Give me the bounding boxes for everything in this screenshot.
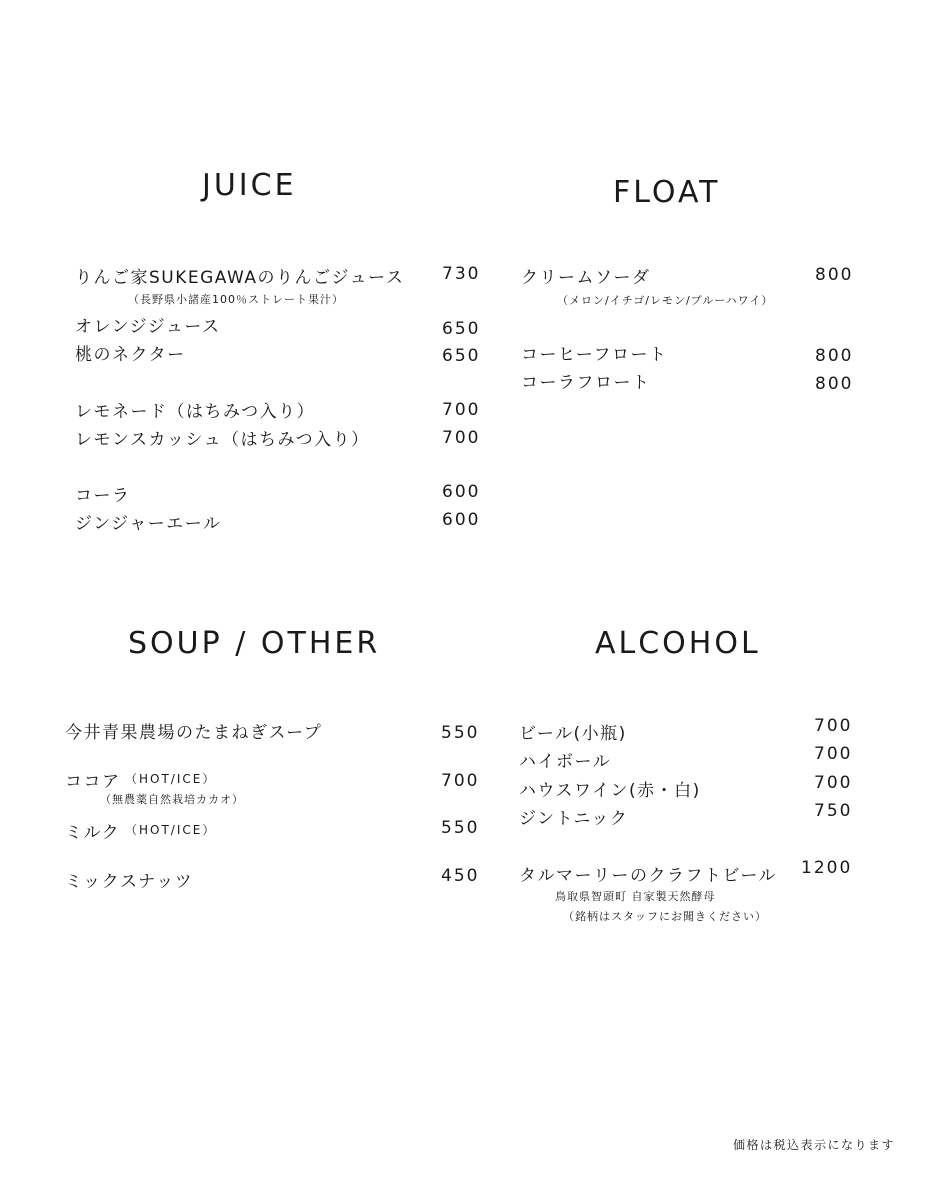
float-item-note: （メロン/イチゴ/レモン/ブルーハワイ）: [557, 294, 774, 307]
soup-item-name: 今井青果農場のたまねぎスープ: [65, 723, 323, 743]
float-item-price: 800: [815, 346, 854, 366]
soup-item-name: ミルク: [65, 823, 121, 843]
juice-item-price: 700: [442, 428, 481, 448]
alcohol-item-price: 1200: [801, 858, 853, 878]
alcohol-item-price: 750: [814, 801, 853, 821]
soup-heading: SOUP / OTHER: [128, 626, 381, 661]
juice-item-name: 桃のネクター: [75, 345, 186, 365]
juice-item-price: 600: [442, 510, 481, 530]
float-item-name: クリームソーダ: [521, 268, 651, 288]
alcohol-item-name: タルマーリーのクラフトビール: [519, 866, 777, 886]
juice-item-name: りんご家SUKEGAWAのりんごジュース: [75, 268, 405, 288]
soup-item-name: ココア: [65, 772, 121, 792]
soup-item-price: 700: [441, 771, 480, 791]
soup-item-note: （無農薬自然栽培カカオ）: [100, 793, 244, 806]
tax-note: 価格は税込表示になります: [733, 1138, 896, 1152]
alcohol-item-name: ジントニック: [519, 809, 629, 829]
alcohol-item-note: （銘柄はスタッフにお聞きください）: [563, 910, 767, 923]
juice-item-price: 730: [442, 264, 481, 284]
float-item-price: 800: [815, 265, 854, 285]
soup-item-name: ミックスナッツ: [65, 872, 194, 892]
juice-item-price: 700: [442, 400, 481, 420]
juice-item-price: 650: [442, 319, 481, 339]
juice-item-price: 650: [442, 346, 481, 366]
soup-item-price: 450: [441, 866, 480, 886]
alcohol-item-price: 700: [814, 773, 853, 793]
soup-item-tag: （HOT/ICE）: [125, 772, 217, 786]
alcohol-heading: ALCOHOL: [595, 626, 761, 661]
soup-item-tag: （HOT/ICE）: [125, 823, 217, 837]
juice-item-name: レモネード（はちみつ入り）: [75, 402, 316, 422]
juice-item-price: 600: [442, 482, 481, 502]
alcohol-item-note: 鳥取県智頭町 自家製天然酵母: [555, 890, 716, 903]
alcohol-item-price: 700: [814, 744, 853, 764]
juice-item-name: レモンスカッシュ（はちみつ入り）: [75, 430, 370, 450]
juice-heading: JUICE: [202, 168, 297, 203]
alcohol-item-name: ハイボール: [519, 752, 612, 772]
soup-item-price: 550: [441, 818, 480, 838]
juice-item-name: ジンジャーエール: [75, 514, 222, 534]
float-item-name: コーヒーフロート: [521, 345, 668, 365]
alcohol-item-name: ハウスワイン(赤・白): [519, 781, 701, 801]
juice-item-name: オレンジジュース: [75, 317, 221, 337]
alcohol-item-name: ビール(小瓶): [519, 724, 627, 744]
float-item-name: コーラフロート: [521, 373, 651, 393]
float-heading: FLOAT: [613, 175, 721, 210]
alcohol-item-price: 700: [814, 716, 853, 736]
float-item-price: 800: [815, 374, 854, 394]
juice-item-name: コーラ: [75, 486, 131, 506]
soup-item-price: 550: [441, 723, 480, 743]
juice-item-note: （長野県小諸産100％ストレート果汁）: [128, 293, 344, 306]
